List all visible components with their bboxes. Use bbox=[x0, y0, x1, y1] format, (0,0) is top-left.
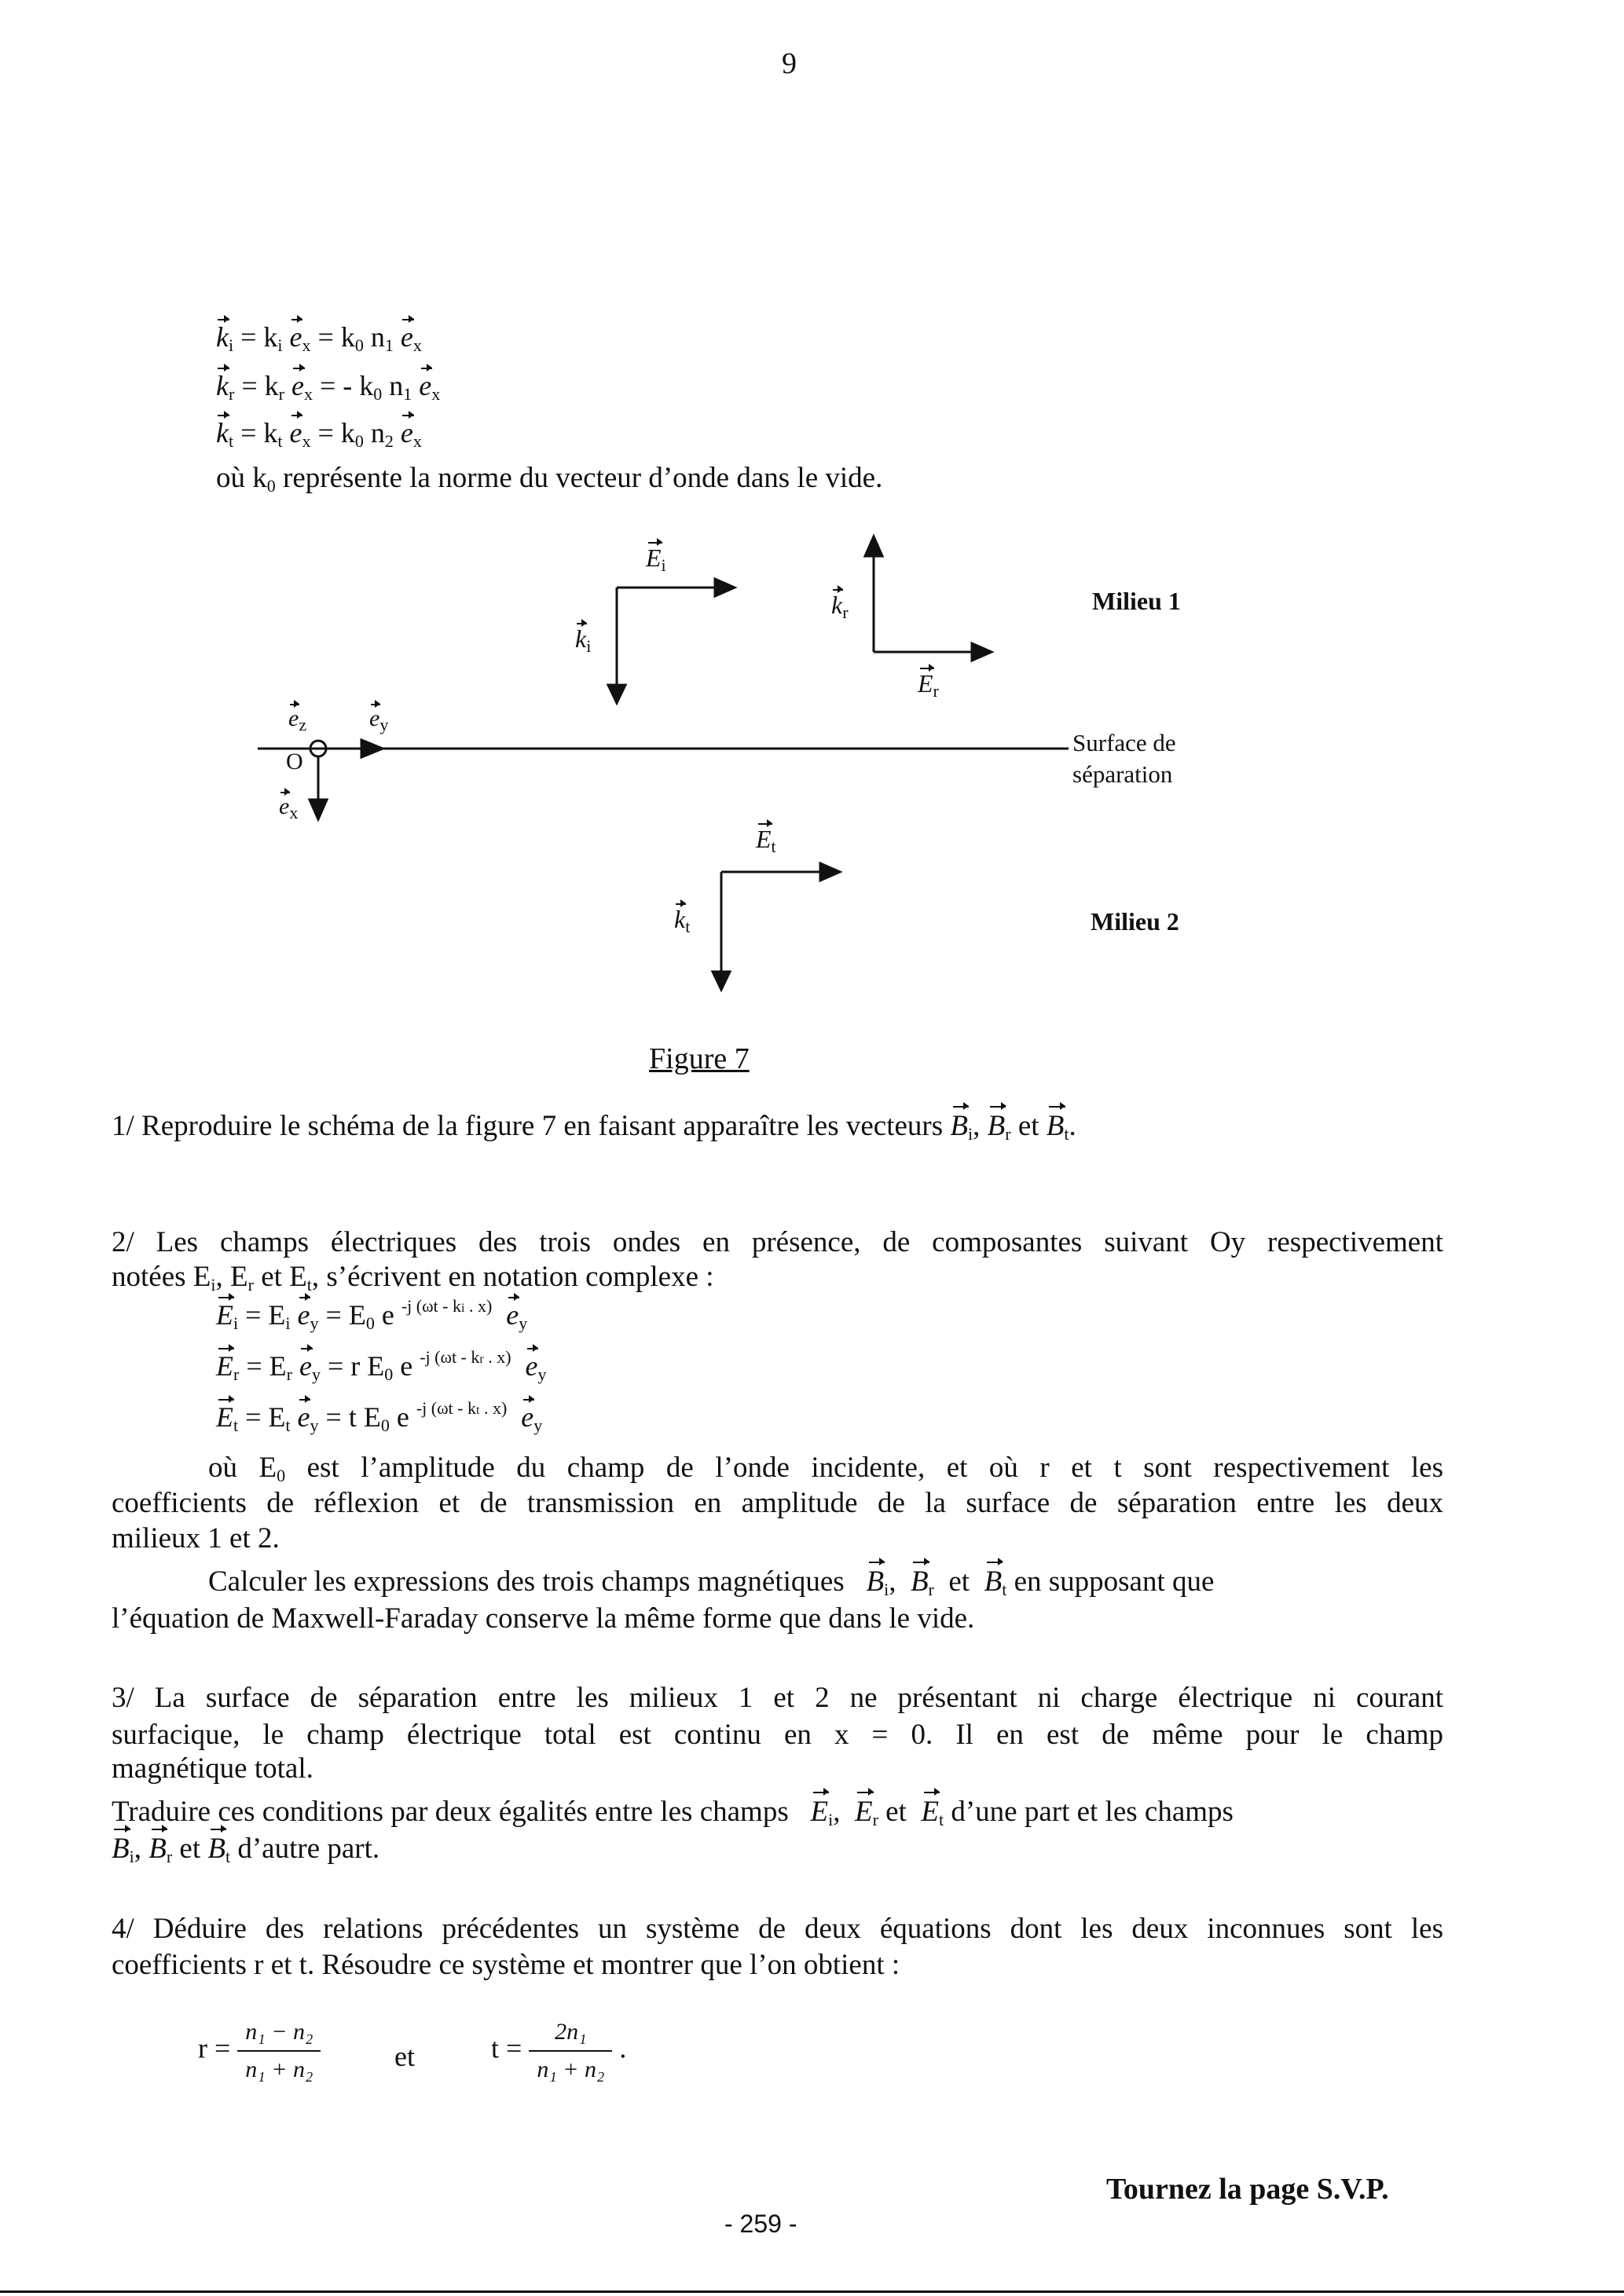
question-2-para-line-1: où $E_0$ est l’amplitude du champ de l’onde incidente, et où r et t sont respectivement les bbox=[208, 1452, 1443, 1485]
equation-E-i: $E_i = E_i$ $e_y = E_0$ e $^{-j (\omega t - ki . x)}$ $e_y$ bbox=[216, 1296, 528, 1333]
question-3-line-2: surfacique, le champ électrique total est continu en x = 0. Il en est de même pour le champ bbox=[112, 1719, 1443, 1751]
label-Er: $E_r$ bbox=[918, 669, 939, 701]
result-t-formula: t = $\frac{\text{2n₁}}{\text{n₁ + n₂}}$ . bbox=[491, 2019, 627, 2082]
ei-arrowhead bbox=[715, 579, 735, 596]
question-2-para-line-2: coefficients de réflexion et de transmission en amplitude de la surface de séparation entre les deux bbox=[112, 1487, 1443, 1519]
turn-page-note: Tournez la page S.V.P. bbox=[1106, 2173, 1389, 2206]
result-r-formula: r = $\frac{\text{n₁ − n₂}}{\text{n₁ + n₂}}$ bbox=[198, 2019, 321, 2083]
label-ey: $e_y$ bbox=[369, 705, 389, 734]
figure-7-diagram bbox=[0, 518, 1624, 1005]
label-origin: O bbox=[286, 749, 303, 774]
question-2-line-1: 2/ Les champs électriques des trois ondes en présence, de composantes suivant Oy respectivement bbox=[112, 1226, 1443, 1258]
er-arrowhead bbox=[972, 643, 992, 661]
ey-arrowhead bbox=[361, 740, 383, 757]
label-ez: $e_z$ bbox=[288, 705, 307, 734]
label-milieu-2: Milieu 2 bbox=[1091, 907, 1179, 936]
k0-note: où $k_0$ représente la norme du vecteur d’onde dans le vide. bbox=[216, 462, 883, 496]
label-surface-2: séparation bbox=[1072, 760, 1173, 788]
label-surface-1: Surface de bbox=[1072, 729, 1176, 756]
et-arrowhead bbox=[820, 863, 840, 881]
label-ex: $e_x$ bbox=[279, 793, 299, 822]
equation-E-t: $E_t = E_t$ $e_y = t$ $E_0$ e $^{-j (\omega t - kt . x)}$ $e_y$ bbox=[216, 1398, 543, 1435]
label-Et: $E_t$ bbox=[756, 825, 776, 856]
question-4-line-1: 4/ Déduire des relations précédentes un système de deux équations dont les deux inconnues sont les bbox=[112, 1913, 1443, 1945]
question-2-calc-line-1: Calculer les expressions des trois champs magnétiques $B_i$, $B_r$ et $B_t$ en supposant que bbox=[208, 1563, 1443, 1608]
question-2-calc-line-2: l’équation de Maxwell-Faraday conserve la même forme que dans le vide. bbox=[112, 1602, 975, 1635]
label-Ei: $E_i$ bbox=[646, 544, 666, 575]
ex-arrowhead bbox=[310, 800, 327, 819]
question-3-line-1: 3/ La surface de séparation entre les milieux 1 et 2 ne présentant ni charge électrique ni courant bbox=[112, 1682, 1443, 1714]
figure-caption: Figure 7 bbox=[649, 1042, 750, 1075]
kr-arrowhead bbox=[865, 536, 882, 556]
page-number: 9 bbox=[782, 47, 797, 80]
ki-arrowhead bbox=[608, 685, 625, 703]
equation-k-r: $k_r = k_r$ $e_x$ = - $k_0$ $n_1$ $e_x$ bbox=[216, 370, 441, 404]
label-kr: $k_r$ bbox=[831, 591, 849, 622]
equation-E-r: $E_r = E_r$ $e_y = r$ $E_0$ e $^{-j (\omega t - kr . x)}$ $e_y$ bbox=[216, 1347, 547, 1384]
equation-k-t: $k_t = k_t$ $e_x = k_0$ $n_2$ $e_x$ bbox=[216, 417, 422, 451]
result-et: et bbox=[394, 2041, 415, 2072]
kt-arrowhead bbox=[713, 972, 730, 990]
question-1: 1/ Reproduire le schéma de la figure 7 en faisant apparaître les vecteurs $B_i$, $B_r$ et $B_t$. bbox=[112, 1108, 1526, 1152]
question-3-line-4: Traduire ces conditions par deux égalités entre les champs $E_i$, $E_r$ et $E_t$ d’une part et les champs bbox=[112, 1793, 1443, 1838]
question-4-line-2: coefficients r et t. Résoudre ce système et montrer que l’on obtient : bbox=[112, 1949, 900, 1981]
label-kt: $k_t$ bbox=[674, 905, 691, 936]
question-2-para-line-3: milieux 1 et 2. bbox=[112, 1522, 280, 1554]
label-milieu-1: Milieu 1 bbox=[1092, 587, 1181, 615]
bottom-border-line bbox=[0, 2291, 1624, 2293]
footer-page-number: - 259 - bbox=[724, 2210, 797, 2238]
question-3-line-3: magnétique total. bbox=[112, 1752, 313, 1785]
equation-k-i: $k_i = k_i$ $e_x = k_0$ $n_1$ $e_x$ bbox=[216, 321, 422, 355]
question-3-line-5: $B_i$, $B_r$ et $B_t$ d’autre part. bbox=[112, 1830, 379, 1875]
label-ki: $k_i$ bbox=[575, 624, 592, 656]
question-2-line-2: notées $E_i$, $E_r$ et $E_t$, s’écrivent en notation complexe : bbox=[112, 1261, 714, 1294]
